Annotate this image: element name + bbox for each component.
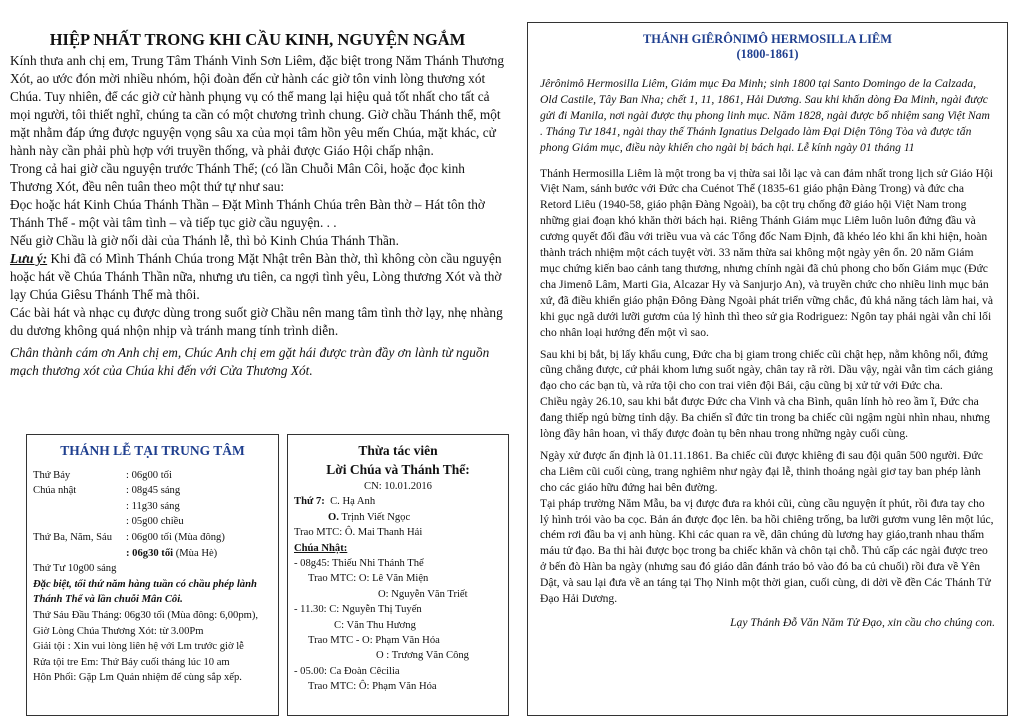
mass-schedule-box (26, 434, 279, 716)
saturday-eucharist: Trao MTC: Ô. Mai Thanh Hải (294, 527, 423, 539)
confession: Giải tội : Xin vui lòng liên hệ với Lm trước giờ lễ (33, 641, 244, 653)
ministers-title: Thừa tác viên Lời Chúa và Thánh Thể: (326, 443, 470, 477)
schedule-row: : 11g30 sáng (126, 500, 180, 512)
saint-paragraph: Sau khi bị bắt, bị lấy khẩu cung, Đức cha bị giam trong chiếc cũi chật hẹp, nằm không nổi, đứng cũng chẳng được, cứ phải khom lưng suốt ngày, chân tay rã rời. Dầu vậy, ngài vẫn tìm cách giảng đạo cho các bạn tù, và rửa tội cho con trai viên đội Bái, cậu cũng bị xử tử với Đức cha. (540, 347, 993, 393)
first-friday: Thứ Sáu Đầu Tháng: 06g30 tối (Mùa đông: 6,00pm), Giờ Lòng Chúa Thương Xót: từ 3.00Pm (33, 609, 259, 637)
intro-paragraph: Các bài hát và nhạc cụ được dùng trong suốt giờ Chầu nên mang tâm tình thờ lạy, nhẹ nhàng du dương không quá nhộn nhịp và tránh mang tính trình diễn. (10, 305, 503, 338)
schedule-row: Thứ Ba, Năm, Sáu : 06g00 tối (Mùa đông) (33, 531, 225, 543)
saint-bio: Jêrônimô Hermosilla Liêm, Giám mục Đa Minh; sinh 1800 tại Santo Domingo de la Calzada, Old Castile, Tây Ban Nha; chết 1, 11, 1861, Hải Dương. Sau khi khấn dòng Đa Minh, ngài được gửi đi Manila, nơi ngài được thụ phong linh mục. Năm 1828, ngài được bổ nhiệm sang Việt Nam . Tháng Tư 1841, ngài thay thế Thánh Ignatius Delgado làm Đại Diện Tông Tòa và được tấn phong Giám mục, điều này khiến cho ngài bị bách hại. Lễ kính ngày 01 tháng 11 (540, 77, 990, 154)
saint-paragraph: Tại pháp trường Năm Mẫu, ba vị được đưa ra khỏi cũi, cùng cầu nguyện ít phút, rồi đưa tay cho lý hình trói vào ba cọc. Bản án được đọc lên. ba hồi chiêng trống, ba lưỡi gươm vung lên một lúc, chém rơi đầu ba vị anh hùng. Khi các quan ra về, dân chúng dù lương hay giáo,tranh nhau thấm máu tử đạo. Ba thi hài được bọc trong ba chiếc khăn và chôn tại chỗ. Thủ cấp các ngài được treo ở bến đò Hàn ba ngày (nhưng sau đó giáo dân đánh tráo bỏ vào đó ba củ chuối) rồi đưa về Yên Dật, và sau lại đưa về an táng tại Thọ Ninh một thời gian, cuối cùng, di dời về đền Các Thánh Tử Đạo Hải Dương. (540, 496, 994, 606)
saint-title: THÁNH GIÊRÔNIMÔ HERMOSILLA LIÊM (1800-1861) (643, 32, 892, 61)
schedule-row: Chúa nhật : 08g45 sáng (33, 485, 181, 497)
intro-paragraph: Nếu giờ Chầu là giờ nối dài của Thánh lễ, thì bỏ Kinh Chúa Thánh Thần. (10, 233, 399, 248)
saint-paragraph: Chiều ngày 26.10, sau khi bắt được Đức cha Vinh và cha Bình, quân lính hò reo ầm ĩ, Đức cha đang thiếp ngủ bừng tỉnh dậy. Ba chiến sĩ đức tin trong ba chiếc cũi ngậm ngùi nhìn nhau, nhưng lòng đầy hân hoan, vì thấy được đoàn tụ bên nhau trong những ngày cuối cùng. (540, 395, 990, 441)
saint-box (527, 22, 1008, 716)
intro-paragraph: Kính thưa anh chị em, Trung Tâm Thánh Vinh Sơn Liêm, đặc biệt trong Năm Thánh Thương Xót, ao ước đón mời nhiều nhóm, hội đoàn đến cử hành các giờ tôn vinh lòng thương xót Chúa. Tuy nhiên, để các giờ cử hành phụng vụ có thể mang lại hiệu quả tốt nhất cho tất cả mọi người, tôi thiết nghĩ, chúng ta cần có một chương trình chung. Giờ chầu Thánh thể, một mặt nhằm đáp ứng được nguyện vọng sâu xa của mọi tâm hồn yêu mến Chúa, mặt khác, cử hành này cần phải phù hợp với truyền thống, và phải được Giáo Hội chấp nhận. (10, 53, 505, 158)
schedule-row: Thứ Bảy : 06g00 tối (33, 469, 172, 481)
schedule-row: Thứ Tư 10g00 sáng (33, 563, 117, 575)
mass-schedule-title: THÁNH LỄ TẠI TRUNG TÂM (60, 443, 245, 458)
saint-paragraph: Ngày xử được ấn định là 01.11.1861. Ba chiếc cũi được khiêng đi sau đội quân 500 người. Đức cha Liêm cũi cuối cùng, trang nghiêm như ngày đại lễ, thinh thoảng ngài giơ tay ban phép lành cho các giáo hữu đứng hai bên đường. (540, 448, 983, 494)
saint-paragraph: Thánh Hermosilla Liêm là một trong ba vị thừa sai lỗi lạc và can đảm nhất trong lịch sử Giáo Hội Việt Nam, sánh bước với Đức cha Cuénot Thể (1835-61 giáo phận Đàng Trong) và đức cha Retord Liêu (1940-58, giáo phận Đàng Ngoài), ba cột trụ chống đỡ giáo hội Việt Nam trong những giai đoạn khó khăn thời bách hại. Riêng Thánh Giám mục Liêm luôn luôn đứng đầu và cương quyết đối đầu với triều vua và các Tổng đốc Nam Định, đã khéo léo khi ẩn khi hiện, hoàn thành trách nhiệm một cách tuyệt vời. 33 năm thừa sai không một ngày yên ổn. 20 năm Giám mục chứng kiến bao cảnh tang thương, nhưng chính ngài đã chủ phong cho bốn Giám mục (Đức cha Jimenô Lâm, Marti Gia, Alcazar Hy và Sanjurjo An), và truyền chức cho nhiều linh mục bản xứ, đã điều khiển giáo phận Đông Đàng Ngoài phát triển vững chắc, đủ khả năng tách làm hai, và khi gục ngã dưới lưỡi gươm của lý hình thì theo sử gia Rodriguez: Ngôn tay phải ngài vẫn chỉ lối cho nhân loại hướng đến một vì sao. (540, 166, 994, 339)
schedule-row: : 05g00 chiều (126, 516, 184, 528)
ministers-box: Thừa tác viên Lời Chúa và Thánh Thể: CN: 10.01.2016 Thứ 7: C. Hạ Anh O. Trịnh Viết Ngọc Trao MTC: Ô. Mai Thanh Hải Chúa Nhật: - 08g45: Thiếu Nhi Thánh Thể Trao MTC: O: Lê Văn Miện O: Nguyễn Văn Triết - 11.30: C: Nguyễn Thị Tuyến C: Văn Thu Hương Trao MTC - O: Phạm Văn Hóa O : Trương Văn Công - 05.00: Ca Đoàn Cêcilia Trao MTC: Ô: Phạm Văn Hóa (287, 434, 509, 716)
special-note: Đặc biệt, tối thứ năm hàng tuần có chầu phép lành Thánh Thể và lần chuỗi Mân Côi. (33, 578, 257, 606)
baptism: Rửa tội tre Em: Thứ Bảy cuối tháng lúc 10 am (33, 656, 230, 668)
closing-text: Chân thành cám ơn Anh chị em, Chúc Anh chị em gặt hái được tràn đầy ơn lành từ nguồn mạch thương xót của Chúa khi đến với Cửa Thương Xót. (10, 345, 490, 378)
saint-prayer: Lạy Thánh Đỗ Văn Năm Tử Đạo, xin cầu cho chúng con. (730, 616, 995, 629)
ministers-date: CN: 10.01.2016 (364, 481, 432, 492)
intro-paragraph: Trong cả hai giờ cầu nguyện trước Thánh Thể; (có lần Chuỗi Mân Côi, hoặc đọc kinh Thương Xót, đều nên tuân theo một thứ tự như sau: (10, 161, 465, 194)
intro-paragraph: Đọc hoặc hát Kinh Chúa Thánh Thần – Đặt Mình Thánh Chúa trên Bàn thờ – Hát tôn thờ Thánh Thể - một vài tâm tình – và tiếp tục giờ cầu nguyện. . . (10, 197, 485, 230)
sunday-heading: Chúa Nhật: (294, 542, 348, 554)
note-label: Lưu ý: (10, 251, 48, 266)
note-paragraph (10, 250, 505, 304)
schedule-row: : 06g30 tối (Mùa Hè) (126, 547, 218, 559)
page-title: HIỆP NHẤT TRONG KHI CẦU KINH, NGUYỆN NGẮM (49, 30, 466, 49)
marriage: Hôn Phối: Gặp Lm Quản nhiệm để cùng sắp xếp. (33, 672, 242, 684)
intro-text (10, 52, 505, 380)
saturday-row: Thứ 7: C. Hạ Anh (294, 496, 376, 508)
note-text: Khi đã có Mình Thánh Chúa trong Mặt Nhật trên Bàn thờ, thì không còn cầu nguyện hoặc hát về Chúa Thánh Thần nữa, nhưng ưu tiên, ca ngợi tình yêu, Lòng thương Xót và thờ lạy Chúa Giêsu Thánh Thể mà thôi. (10, 251, 502, 302)
